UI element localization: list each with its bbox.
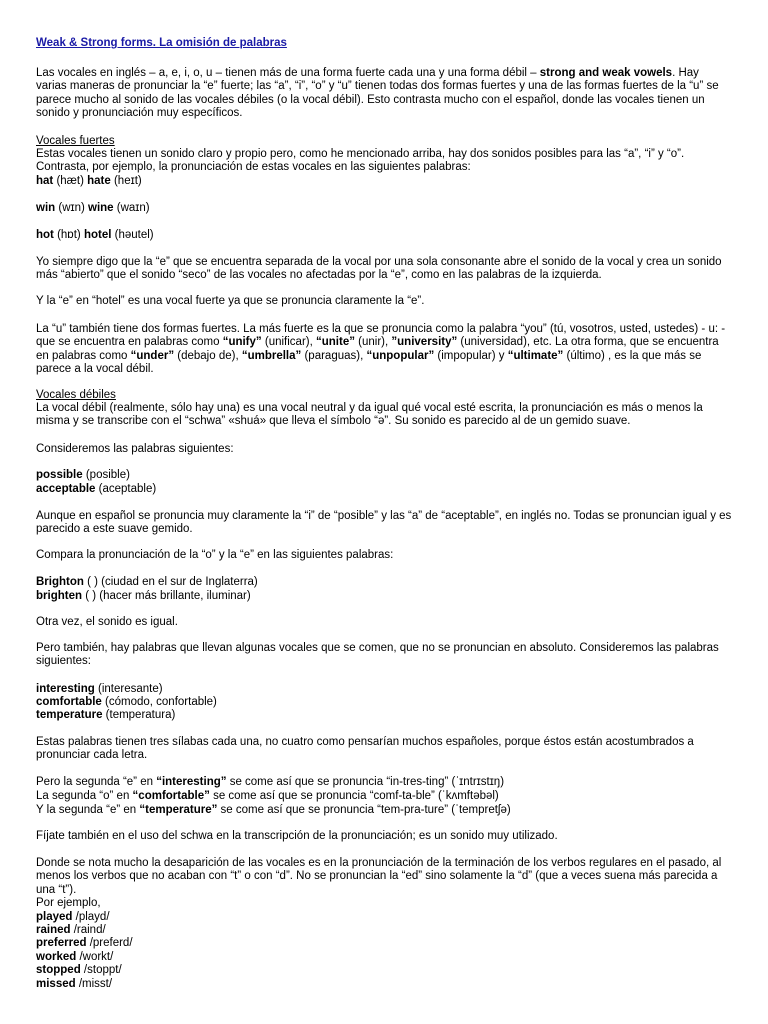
- pair-line: hot (hɒt) hotel (həutel): [36, 229, 154, 241]
- compare-paragraph: Compara la pronunciación de la “o” y la “e” en las siguientes palabras:: [36, 549, 394, 561]
- verb-line: stopped /stoppt/: [36, 964, 122, 976]
- intro-text-c: . Hay varias maneras de pronunciar la “e” fuerte; las “a”, “i”, “o” y “u” tienen todas dos formas fuertes y una de las formas fuertes de la “u” se parece mucho al sonido de las vocales débiles (o la vocal débil). Esto contrasta mucho con el español, donde las vocales tienen un sonido y pronunciación muy específicos.: [36, 67, 719, 120]
- past-tense-paragraph: Donde se nota mucho la desaparición de las vocales es en la pronunciación de la terminación de los verbos regulares en el pasado, al menos los verbos que no acaban con “t” o con “d”. No se pronuncian la “ed” sino solamente la “d” (que a veces suena más parecida a una “t”).: [36, 857, 722, 896]
- spanish-note-paragraph: Aunque en español se pronuncia muy claramente la “i” de “posible” y las “a” de “aceptable”, en inglés no. Todas se pronuncian igual y es parecido a este suave gemido.: [36, 510, 732, 536]
- for-example-line: Por ejemplo,: [36, 897, 101, 909]
- word-line: comfortable (cómodo, confortable): [36, 696, 217, 708]
- strong-vowels-heading: Vocales fuertes: [36, 135, 115, 147]
- example-line: Y la segunda “e” en “temperature” se come así que se pronuncia “tem-pra-ture” (ˈtempretʃə): [36, 804, 511, 816]
- verb-line: preferred /preferd/: [36, 937, 133, 949]
- word-line: temperature (temperatura): [36, 709, 176, 721]
- verb-line: rained /raind/: [36, 924, 106, 936]
- eaten-paragraph: Pero también, hay palabras que llevan algunas vocales que se comen, que no se pronuncian en absoluto. Consideremos las palabras siguientes:: [36, 642, 719, 668]
- word-line: acceptable (aceptable): [36, 483, 157, 495]
- word-line: Brighton ( ) (ciudad en el sur de Inglaterra): [36, 576, 258, 588]
- weak-vowels-heading: Vocales débiles: [36, 389, 116, 401]
- same-paragraph: Otra vez, el sonido es igual.: [36, 616, 178, 628]
- consider-paragraph: Consideremos las palabras siguientes:: [36, 443, 234, 455]
- u-paragraph: La “u” también tiene dos formas fuertes. La más fuerte es la que se pronuncia como la palabra “you” (tú, vosotros, usted, ustedes) - u: - que se encuentra en palabras como “unify” (unificar), “unite” (unir), ”university” (universidad), etc. La otra forma, que se encuentra en palabras como “under” (debajo de), “umbrella” (paraguas), “unpopular” (impopular) y “ultimate” (último) , es la que más se parece a la vocal débil.: [36, 323, 726, 376]
- syllables-paragraph: Estas palabras tienen tres sílabas cada una, no cuatro como pensarían muchos españoles, porque éstos están acostumbrados a pronunciar cada letra.: [36, 736, 694, 762]
- example-line: Pero la segunda “e” en “interesting” se come así que se pronuncia “in-tres-ting” (ˈɪntrɪstɪŋ): [36, 776, 505, 788]
- hotel-note-paragraph: Y la “e” en “hotel” es una vocal fuerte ya que se pronuncia claramente la “e”.: [36, 295, 425, 307]
- schwa-note-paragraph: Fíjate también en el uso del schwa en la transcripción de la pronunciación; es un sonido muy utilizado.: [36, 830, 558, 842]
- example-line: La segunda “o” en “comfortable” se come así que se pronuncia “comf-ta-ble” (ˈkʌmftəbəl): [36, 790, 499, 802]
- verb-line: worked /workt/: [36, 951, 114, 963]
- intro-bold: strong and weak vowels: [539, 67, 673, 79]
- word-line: possible (posible): [36, 469, 130, 481]
- e-note-paragraph: Yo siempre digo que la “e” que se encuentra separada de la vocal por una sola consonante abre el sonido de la vocal y crea un sonido más “abierto” que el sonido “seco” de las vocales no afectadas por la “e”, como en las palabras de la izquierda.: [36, 256, 722, 282]
- verb-line: missed /misst/: [36, 978, 113, 990]
- pair-line: win (wɪn) wine (waɪn): [36, 202, 150, 214]
- weak-vowels-text: La vocal débil (realmente, sólo hay una) es una vocal neutral y da igual qué vocal esté escrita, la pronunciación es más o menos la misma y se transcribe con el “schwa” «shuá» que lleva el símbolo “ə”. Su sonido es parecido al de un gemido suave.: [36, 402, 703, 428]
- page-title-link[interactable]: Weak & Strong forms. La omisión de palabras: [36, 37, 287, 49]
- intro-text-a: Las vocales en inglés – a, e, i, o, u – tienen más de una forma fuerte cada una y una forma débil –: [36, 67, 537, 79]
- verb-line: played /playd/: [36, 911, 110, 923]
- strong-vowels-text: Estas vocales tienen un sonido claro y propio pero, como he mencionado arriba, hay dos sonidos posibles para las “a”, “i” y “o”. Contrasta, por ejemplo, la pronunciación de estas vocales en las siguientes palabras:: [36, 148, 685, 174]
- pair-line: hat (hæt) hate (heɪt): [36, 175, 142, 187]
- intro-paragraph: [36, 67, 732, 121]
- word-line: brighten ( ) (hacer más brillante, iluminar): [36, 590, 251, 602]
- word-line: interesting (interesante): [36, 683, 163, 695]
